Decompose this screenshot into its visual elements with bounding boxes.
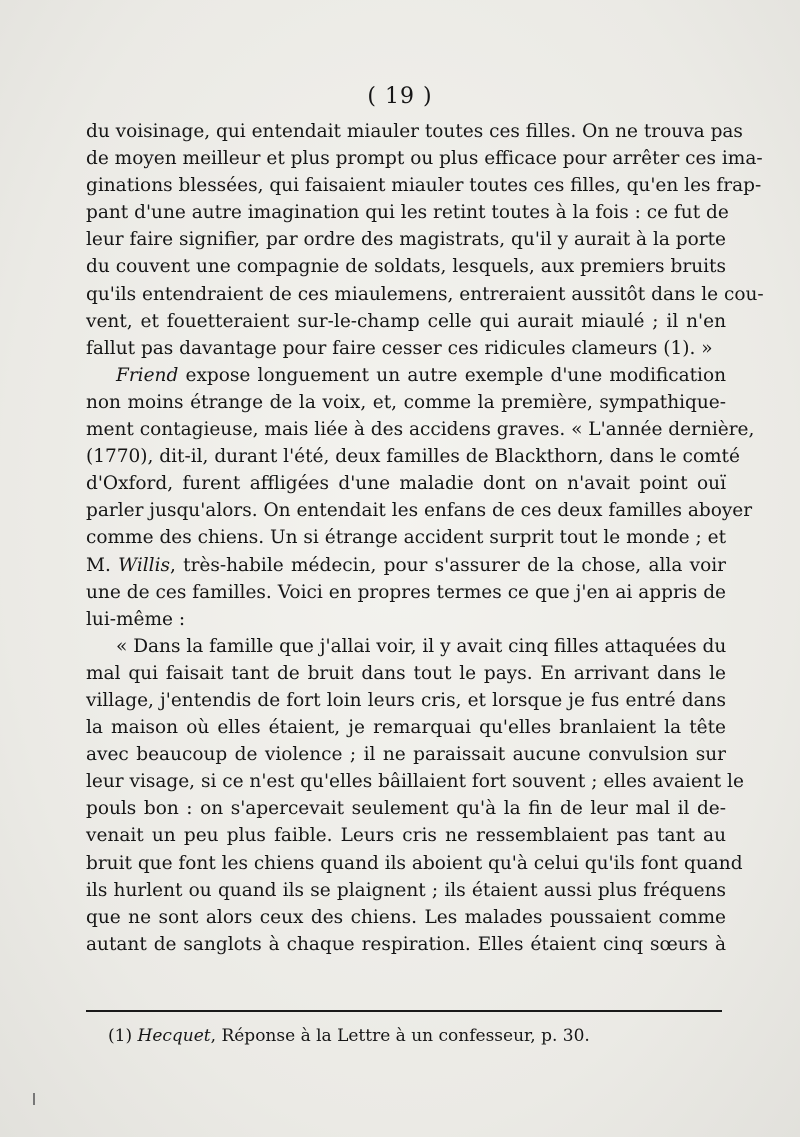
footnote-text: , Réponse à la Lettre à un confesseur, p. 30. bbox=[210, 1026, 590, 1046]
text-line: non moins étrange de la voix, et, comme la première, sympathique- bbox=[86, 391, 726, 413]
author-name-friend: Friend bbox=[116, 364, 179, 386]
author-name-willis: Willis bbox=[118, 554, 170, 576]
body-text bbox=[86, 118, 764, 958]
text-line: venait un peu plus faible. Leurs cris ne ressemblaient pas tant au bbox=[86, 825, 726, 847]
text-line: parler jusqu'alors. On entendait les enfans de ces deux familles aboyer bbox=[86, 500, 753, 522]
text-line: comme des chiens. Un si étrange accident surprit tout le monde ; et bbox=[86, 527, 726, 549]
text-line: une de ces familles. Voici en propres termes ce que j'en ai appris de bbox=[86, 581, 726, 603]
text-line: leur visage, si ce n'est qu'elles bâillaient fort souvent ; elles avaient le bbox=[86, 771, 744, 793]
text-fragment: M. bbox=[86, 554, 119, 576]
text-line: (1770), dit-il, durant l'été, deux familles de Blackthorn, dans le comté bbox=[86, 446, 740, 468]
footnote-author: Hecquet bbox=[137, 1026, 211, 1046]
text-fragment: expose longuement un autre exemple d'une modification bbox=[178, 364, 726, 386]
text-line: lui-même : bbox=[86, 608, 186, 630]
text-line: pant d'une autre imagination qui les retint toutes à la fois : ce fut de bbox=[86, 202, 729, 224]
text-line: avec beaucoup de violence ; il ne paraissait aucune convulsion sur bbox=[86, 744, 726, 766]
footnote-divider bbox=[86, 1010, 722, 1012]
text-line: pouls bon : on s'apercevait seulement qu'à la fin de leur mal il de- bbox=[86, 798, 726, 820]
text-line: leur faire signifier, par ordre des magistrats, qu'il y aurait à la porte bbox=[86, 229, 726, 251]
text-line bbox=[86, 362, 726, 389]
footnote bbox=[108, 1026, 718, 1046]
text-line: village, j'entendis de fort loin leurs cris, et lorsque je fus entré dans bbox=[86, 689, 726, 711]
text-line: du couvent une compagnie de soldats, lesquels, aux premiers bruits bbox=[86, 256, 726, 278]
text-line: ils hurlent ou quand ils se plaignent ; ils étaient aussi plus fréquens bbox=[86, 879, 726, 901]
text-line: fallut pas davantage pour faire cesser ces ridicules clameurs (1). » bbox=[86, 337, 713, 359]
text-line: mal qui faisait tant de bruit dans tout le pays. En arrivant dans le bbox=[86, 662, 726, 684]
text-line: de moyen meilleur et plus prompt ou plus efficace pour arrêter ces ima- bbox=[86, 148, 763, 170]
footnote-marker: (1) bbox=[108, 1026, 133, 1046]
text-line: vent, et fouetteraient sur-le-champ celle qui aurait miaulé ; il n'en bbox=[86, 310, 726, 332]
text-line: qu'ils entendraient de ces miaulemens, entreraient aussitôt dans le cou- bbox=[86, 283, 764, 305]
text-line bbox=[86, 552, 726, 579]
text-line: ginations blessées, qui faisaient miauler toutes ces filles, qu'en les frap- bbox=[86, 175, 762, 197]
text-line: autant de sanglots à chaque respiration. Elles étaient cinq sœurs à bbox=[86, 933, 726, 955]
text-line: d'Oxford, furent affligées d'une maladie dont on n'avait point ouï bbox=[86, 473, 726, 495]
text-line: du voisinage, qui entendait miauler toutes ces filles. On ne trouva pas bbox=[86, 121, 743, 142]
text-line: bruit que font les chiens quand ils aboient qu'à celui qu'ils font quand bbox=[86, 852, 743, 874]
page-number: ( 19 ) bbox=[367, 84, 433, 109]
text-line: ment contagieuse, mais liée à des accidens graves. « L'année dernière, bbox=[86, 419, 755, 441]
margin-mark bbox=[33, 1093, 35, 1105]
text-fragment: , très-habile médecin, pour s'assurer de la chose, alla voir bbox=[169, 554, 726, 576]
text-line: que ne sont alors ceux des chiens. Les malades poussaient comme bbox=[86, 906, 726, 928]
text-line: « Dans la famille que j'allai voir, il y avait cinq filles attaquées du bbox=[116, 635, 727, 657]
text-line: la maison où elles étaient, je remarquai qu'elles branlaient la tête bbox=[86, 717, 726, 739]
